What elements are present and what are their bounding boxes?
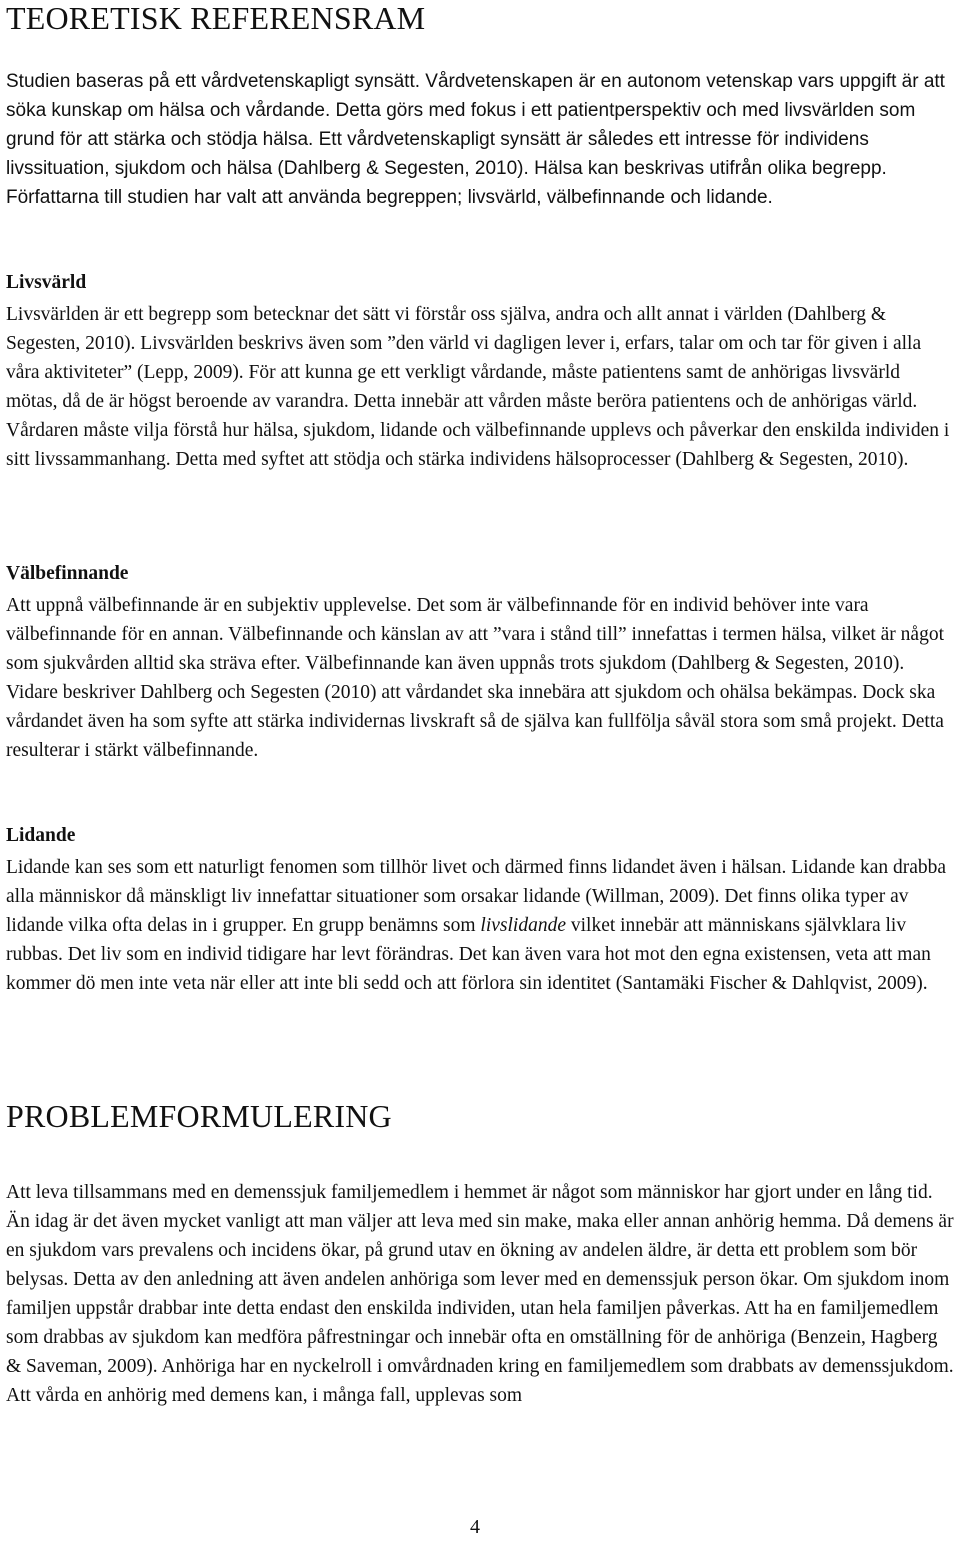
page-number: 4 (470, 1516, 480, 1538)
lidande-text-after: vilket innebär att människans självklara liv rubbas. Det liv som en individ tidigare har levt förändras. Det kan även vara hot mot den egna existensen, veta att man kommer dö men inte veta när eller att inte bli sedd och att förlora sin identitet (Santamäki Fischer & Dahlqvist, 2009). (6, 915, 931, 994)
paragraph-livsvarld: Livsvärlden är ett begrepp som betecknar det sätt vi förstår oss själva, andra och allt annat i världen (Dahlberg & Segesten, 2010). Livsvärlden beskrivs även som ”den värld vi dagligen lever i, erfars, talar om och tar för given i alla våra aktiviteter” (Lepp, 2009). För att kunna ge ett verkligt vårdande, måste patientens samt de anhörigas livsvärld mötas, då de är högst beroende av varandra. Detta innebär att vården måste beröra patientens och de anhörigas värld. Vårdaren måste vilja förstå hur hälsa, sjukdom, lidande och välbefinnande upplevs och påverkar den enskilda individen i sitt livssammanhang. Detta med syftet att stödja och stärka individens hälsoprocesser (Dahlberg & Segesten, 2010). (6, 304, 950, 470)
section-heading-theory: TEORETISK REFERENSRAM (6, 0, 426, 36)
paragraph-valbefinnande: Att uppnå välbefinnande är en subjektiv upplevelse. Det som är välbefinnande för en individ behöver inte vara välbefinnande för en annan. Välbefinnande och känslan av att ”vara i stånd till” innefattas i termen hälsa, vilket är något som sjukvården alltid ska sträva efter. Välbefinnande kan även uppnås trots sjukdom (Dahlberg & Segesten, 2010). Vidare beskriver Dahlberg och Segesten (2010) att vårdandet ska innebära att sjukdom och ohälsa bekämpas. Dock ska vårdandet även ha som syfte att stärka individernas livskraft så de själva kan fullfölja såväl stora som små projekt. Detta resulterar i stärkt välbefinnande. (6, 595, 944, 761)
subheading-valbefinnande: Välbefinnande (6, 563, 129, 584)
paragraph-lidande (6, 853, 956, 998)
lidande-italic-term: livslidande (480, 915, 566, 936)
lidande-text-before: Lidande kan ses som ett naturligt fenomen som tillhör livet och därmed finns lidandet även i hälsan. Lidande kan drabba alla människor då mänskligt liv innefattar situationer som orsakar lidande (Willman, 2009). Det finns olika typer av lidande vilka ofta delas in i grupper. En grupp benämns som (6, 857, 947, 936)
paragraph-theory-intro: Studien baseras på ett vårdvetenskapligt synsätt. Vårdvetenskapen är en autonom vetenskap vars uppgift är att söka kunskap om hälsa och vårdande. Detta görs med fokus i ett patientperspektiv och med livsvärlden som grund för att stärka och stödja hälsa. Ett vårdvetenskapligt synsätt är således ett intresse för individens livssituation, sjukdom och hälsa (Dahlberg & Segesten, 2010). Hälsa kan beskrivas utifrån olika begrepp. Författarna till studien har valt att använda begreppen; livsvärld, välbefinnande och lidande. (6, 71, 945, 208)
paragraph-problem: Att leva tillsammans med en demenssjuk familjemedlem i hemmet är något som människor har gjort under en lång tid. Än idag är det även mycket vanligt att man väljer att leva med sin make, maka eller annan anhörig hemma. Då demens är en sjukdom vars prevalens och incidens ökar, på grund utav en ökning av andelen äldre, är detta ett problem som bör belysas. Detta av den anledning att även andelen anhöriga som lever med en demenssjuk person ökar. Om sjukdom inom familjen uppstår drabbar inte detta endast den enskilda individen, utan hela familjen påverkas. Att ha en familjemedlem som drabbas av sjukdom kan medföra påfrestningar och innebär ofta en omställning för de anhöriga (Benzein, Hagberg & Saveman, 2009). Anhöriga har en nyckelroll i omvårdnaden kring en familjemedlem som drabbats av demenssjukdom. Att vårda en anhörig med demens kan, i många fall, upplevas som (6, 1182, 954, 1406)
subheading-lidande: Lidande (6, 825, 76, 846)
subheading-livsvarld: Livsvärld (6, 272, 87, 293)
section-heading-problem: PROBLEMFORMULERING (6, 1098, 392, 1134)
